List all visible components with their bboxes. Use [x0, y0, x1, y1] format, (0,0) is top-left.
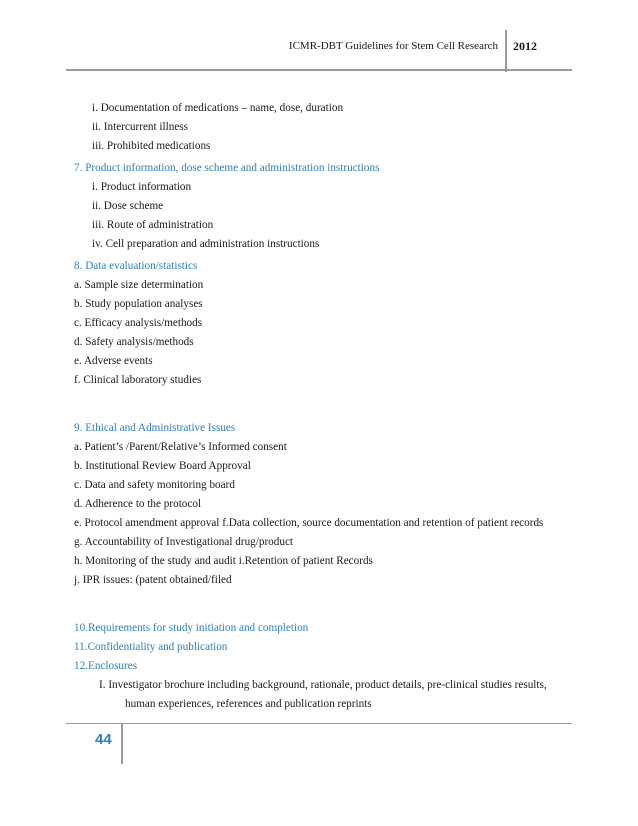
- list-item: e. Protocol amendment approval f.Data collection, source documentation and retention of patient records: [74, 517, 544, 529]
- list-item: b. Study population analyses: [74, 298, 203, 310]
- section-9-list: [75, 438, 595, 590]
- section-heading-12: 12.Enclosures: [74, 660, 138, 672]
- list-item: e. Adverse events: [74, 355, 153, 367]
- header-title: ICMR-DBT Guidelines for Stem Cell Research: [288, 40, 498, 52]
- list-item: a. Sample size determination: [74, 279, 204, 291]
- section-12-list: [75, 676, 595, 714]
- page-number: 44: [95, 731, 112, 748]
- section-heading-10: 10.Requirements for study initiation and completion: [74, 622, 309, 634]
- list-item: I. Investigator brochure including background, rationale, product details, pre-clinical studies results,: [99, 679, 547, 691]
- footer-rule: [66, 723, 572, 724]
- header-year: 2012: [513, 39, 537, 53]
- page-content: [75, 99, 595, 714]
- list-item: d. Safety analysis/methods: [74, 336, 194, 348]
- list-item: iii. Prohibited medications: [92, 140, 211, 152]
- header-rule: [66, 69, 572, 71]
- section-6-list: [75, 99, 595, 156]
- list-item: i. Product information: [92, 181, 192, 193]
- list-item: iii. Route of administration: [92, 219, 214, 231]
- list-item: iv. Cell preparation and administration instructions: [92, 238, 320, 250]
- list-item: h. Monitoring of the study and audit i.Retention of patient Records: [74, 555, 373, 567]
- header-divider-vertical: [505, 30, 507, 72]
- list-item: j. IPR issues: (patent obtained/filed: [74, 574, 232, 586]
- section-heading-9: 9. Ethical and Administrative Issues: [74, 422, 236, 434]
- list-item: ii. Dose scheme: [92, 200, 164, 212]
- list-item-continuation: human experiences, references and publication reprints: [125, 698, 372, 710]
- list-item: a. Patient’s /Parent/Relative’s Informed consent: [74, 441, 287, 453]
- list-item: g. Accountability of Investigational drug/product: [74, 536, 294, 548]
- section-7-list: [75, 178, 595, 254]
- section-8-list: [75, 276, 595, 390]
- list-item: i. Documentation of medications – name, dose, duration: [92, 102, 344, 114]
- list-item: b. Institutional Review Board Approval: [74, 460, 251, 472]
- list-item: f. Clinical laboratory studies: [74, 374, 202, 386]
- section-heading-11: 11.Confidentiality and publication: [74, 641, 228, 653]
- list-item: c. Data and safety monitoring board: [74, 479, 235, 491]
- section-heading-8: 8. Data evaluation/statistics: [74, 260, 198, 272]
- footer-divider-vertical: [121, 724, 123, 764]
- list-item: c. Efficacy analysis/methods: [74, 317, 203, 329]
- list-item: d. Adherence to the protocol: [74, 498, 202, 510]
- list-item: ii. Intercurrent illness: [92, 121, 188, 133]
- section-heading-7: 7. Product information, dose scheme and administration instructions: [74, 162, 380, 174]
